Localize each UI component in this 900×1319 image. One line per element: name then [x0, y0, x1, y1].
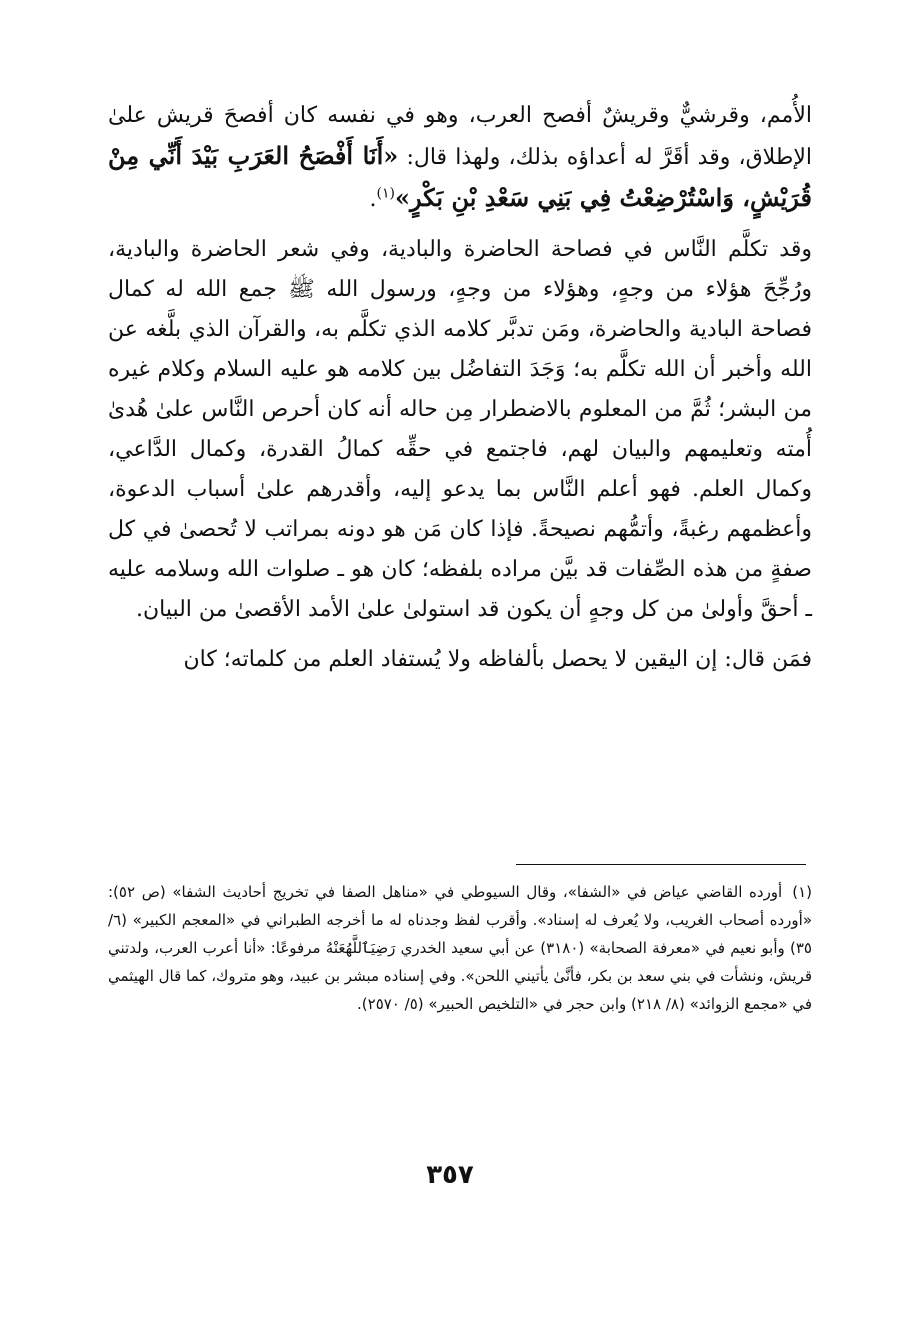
footnotes-section — [108, 878, 812, 1018]
paragraph-1 — [108, 96, 812, 220]
footnote-divider — [516, 864, 806, 865]
main-text-body — [108, 96, 812, 680]
page-number: ٣٥٧ — [426, 1160, 474, 1190]
footnote-number: (١) — [792, 883, 812, 901]
paragraph-1-tail: . — [369, 187, 377, 212]
paragraph-2: وقد تكلَّم النَّاس في فصاحة الحاضرة والبادية، وفي شعر الحاضرة والبادية، ورُجِّحَ هؤلاء من وجهٍ، وهؤلاء من وجهٍ، ورسول الله ﷺ جمع الله له كمال فصاحة البادية والحاضرة، ومَن تدبَّر كلامه الذي تكلَّم به، والقرآن الذي بلَّغه عن الله وأخبر أن الله تكلَّم به؛ وَجَدَ التفاضُل بين كلامه هو عليه السلام وكلام غيره من البشر؛ ثُمَّ من المعلوم بالاضطرار مِن حاله أنه كان أحرص النَّاس علىٰ هُدىٰ أُمته وتعليمهم والبيان لهم، فاجتمع في حقِّه كمالُ القدرة، وكمال الدَّاعي، وكمال العلم. فهو أعلم النَّاس بما يدعو إليه، وأقدرهم علىٰ أسباب الدعوة، وأعظمهم رغبةً، وأتمُّهم نصيحةً. فإذا كان مَن هو دونه بمراتب لا تُحصىٰ في كل صفةٍ من هذه الصِّفات قد بيَّن مراده بلفظه؛ كان هو ـ صلوات الله وسلامه عليه ـ أحقَّ وأولىٰ من كل وجهٍ أن يكون قد استولىٰ علىٰ الأمد الأقصىٰ من البيان. — [108, 237, 812, 622]
footnote-item — [108, 878, 812, 1018]
paragraph-3: فمَن قال: إن اليقين لا يحصل بألفاظه ولا يُستفاد العلم من كلماته؛ كان — [183, 647, 812, 672]
footnote-text: أورده القاضي عياض في «الشفا»، وقال السيوطي في «مناهل الصفا في تخريج أحاديث الشفا» (ص ٥٢): «أورده أصحاب الغريب، ولا يُعرف له إسناد». وأقرب لفظ وجدناه له ما أخرجه الطبراني في «المعجم الكبير» (٦/ ٣٥) وأبو نعيم في «معرفة الصحابة» (٣١٨٠) عن أبي سعيد الخدري رَضِيَٱللَّهُعَنْهُ مرفوعًا: «أنا أعرب العرب، ولدتني قريش، ونشأت في بني سعد بن بكر، فأنَّىٰ يأتيني اللحن». وفي إسناده مبشر بن عبيد، وهو متروك، كما قال الهيثمي في «مجمع الزوائد» (٨/ ٢١٨) وابن حجر في «التلخيص الحبير» (٥/ ٢٥٧٠). — [108, 883, 812, 1013]
hadith-quote: «أَنَا أَفْصَحُ العَرَبِ بَيْدَ أَنِّي مِنْ قُرَيْشٍ، وَاسْتُرْضِعْتُ فِي بَنِي سَعْدِ بْنِ بَكْرٍ» — [108, 141, 812, 212]
footnote-reference[interactable]: (١) — [376, 185, 395, 202]
paragraph-1-lead: الأُمم، وقرشيٌّ وقريشٌ أفصح العرب، وهو في نفسه كان أفصحَ قريش علىٰ الإطلاق، وقد أقَرَّ له أعداؤه بذلك، ولهذا قال: — [108, 103, 812, 170]
